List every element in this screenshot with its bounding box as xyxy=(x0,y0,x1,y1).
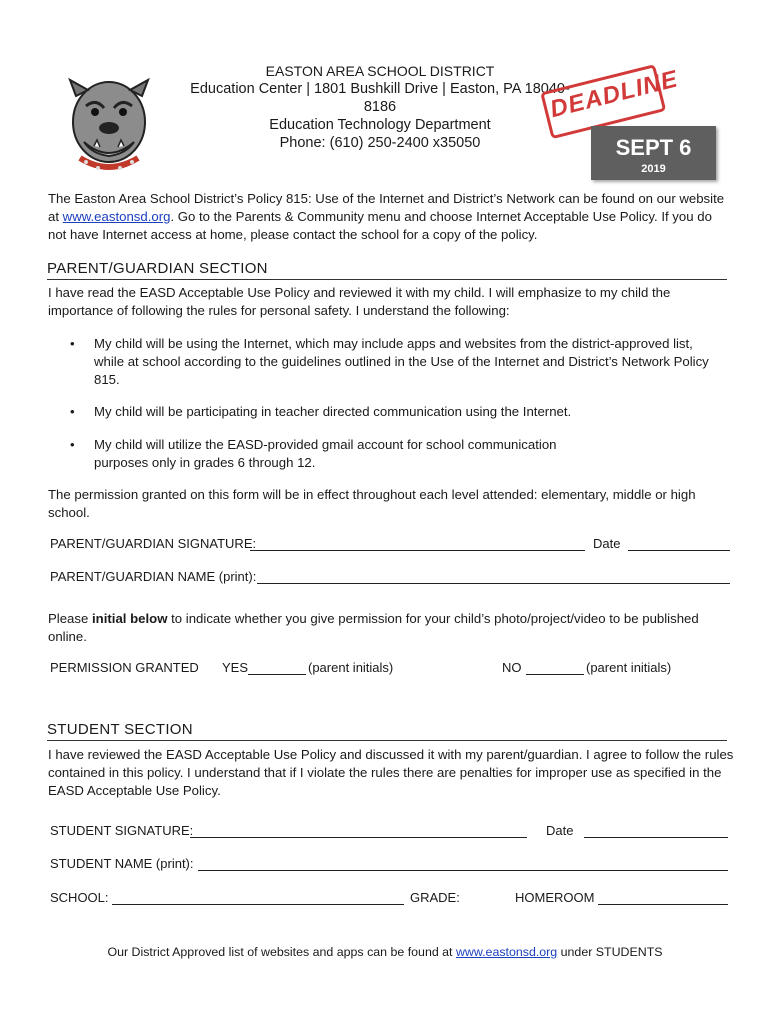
school-label: SCHOOL: xyxy=(50,890,109,905)
parent-signature-label: PARENT/GUARDIAN SIGNATURE: xyxy=(50,536,257,551)
initial-instruction xyxy=(48,610,728,646)
homeroom-label: HOMEROOM xyxy=(515,890,595,905)
no-initials-field[interactable] xyxy=(526,660,584,675)
deadline-date: SEPT 6 xyxy=(615,135,692,160)
permission-note: The permission granted on this form will be in effect throughout each level attended: elementary, middle or high school. xyxy=(48,487,696,520)
student-date-label: Date xyxy=(546,823,574,838)
student-statement: I have reviewed the EASD Acceptable Use Policy and discussed it with my parent/guardian. I agree to follow the rules contained in this policy. I understand that if I violate the rules there are penalties for improper use as specified in the EASD Acceptable Use Policy. xyxy=(48,747,734,798)
footer-note xyxy=(0,945,770,959)
student-signature-label: STUDENT SIGNATURE: xyxy=(50,823,194,838)
footer-text-cont: under STUDENTS xyxy=(557,945,663,959)
district-name: EASTON AREA SCHOOL DISTRICT xyxy=(265,63,495,79)
parent-date-field[interactable] xyxy=(628,536,730,551)
bullet-dot: • xyxy=(70,437,75,452)
bullet-text: My child will be using the Internet, which may include apps and websites from the district-approved list, while at school according to the guidelines outlined in the Use of the Internet and District’s Network Policy 815. xyxy=(94,336,709,387)
yes-label: YES xyxy=(222,660,249,675)
stamp-text: DEADLINE xyxy=(547,65,681,124)
parent-signature-field[interactable] xyxy=(250,536,585,551)
no-label: NO xyxy=(502,660,522,675)
student-name-row xyxy=(50,856,730,876)
student-signature-field[interactable] xyxy=(190,823,527,838)
no-initials-label: (parent initials) xyxy=(586,660,672,675)
deadline-year: 2019 xyxy=(641,163,666,175)
bulldog-logo xyxy=(66,72,152,182)
initial-emphasis: initial below xyxy=(92,611,168,626)
parent-statement: I have read the EASD Acceptable Use Policy and reviewed it with my child. I will emphasize to my child the importance of following the rules for personal safety. I understand the following: xyxy=(48,285,671,318)
parent-section-title: PARENT/GUARDIAN SECTION xyxy=(47,260,727,280)
student-signature-row xyxy=(50,823,730,843)
department-name: Education Technology Department xyxy=(269,117,491,133)
bullet-dot: • xyxy=(70,404,75,419)
intro-text: The Easton Area School District’s Policy 815: Use of the Internet and District’s Network can be found on our website at xyxy=(48,191,725,224)
district-phone: Phone: (610) 250-2400 x35050 xyxy=(279,135,481,151)
homeroom-field[interactable] xyxy=(598,890,728,905)
intro-text-cont: . Go to the Parents & Community menu and choose Internet Acceptable Use Policy. If you do not have Internet access at home, please contact the school for a copy of the policy. xyxy=(48,209,712,242)
student-name-field[interactable] xyxy=(198,856,728,871)
initial-text: Please xyxy=(48,611,92,626)
bullet-text: My child will utilize the EASD-provided gmail account for school communication purposes only in grades 6 through 12. xyxy=(94,437,557,470)
intro-website-link[interactable]: www.eastonsd.org xyxy=(62,209,171,224)
yes-initials-field[interactable] xyxy=(248,660,306,675)
school-field[interactable] xyxy=(112,890,404,905)
parent-signature-row xyxy=(50,536,730,556)
student-date-field[interactable] xyxy=(584,823,728,838)
parent-date-label: Date xyxy=(593,536,621,551)
parent-name-field[interactable] xyxy=(257,569,730,584)
parent-name-label: PARENT/GUARDIAN NAME (print): xyxy=(50,569,257,584)
footer-website-link[interactable]: www.eastonsd.org xyxy=(455,945,558,959)
student-school-row xyxy=(50,890,730,910)
permission-row xyxy=(50,660,730,680)
student-section-title: STUDENT SECTION xyxy=(47,721,727,741)
bullet-text: My child will be participating in teacher directed communication using the Internet. xyxy=(94,404,572,419)
footer-text: Our District Approved list of websites and apps can be found at xyxy=(107,945,456,959)
initial-text-cont: to indicate whether you give permission for your child’s photo/project/video to be published online. xyxy=(48,611,699,644)
yes-initials-label: (parent initials) xyxy=(308,660,394,675)
bullet-dot: • xyxy=(70,336,75,351)
grade-label: GRADE: xyxy=(410,890,460,905)
deadline-date-box xyxy=(591,126,716,180)
permission-label: PERMISSION GRANTED xyxy=(50,660,199,675)
parent-name-row xyxy=(50,569,730,589)
intro-paragraph xyxy=(48,190,728,244)
district-address: Education Center | 1801 Bushkill Drive | Easton, PA 18040-8186 xyxy=(190,81,570,115)
student-name-label: STUDENT NAME (print): xyxy=(50,856,194,871)
letterhead xyxy=(180,62,580,152)
